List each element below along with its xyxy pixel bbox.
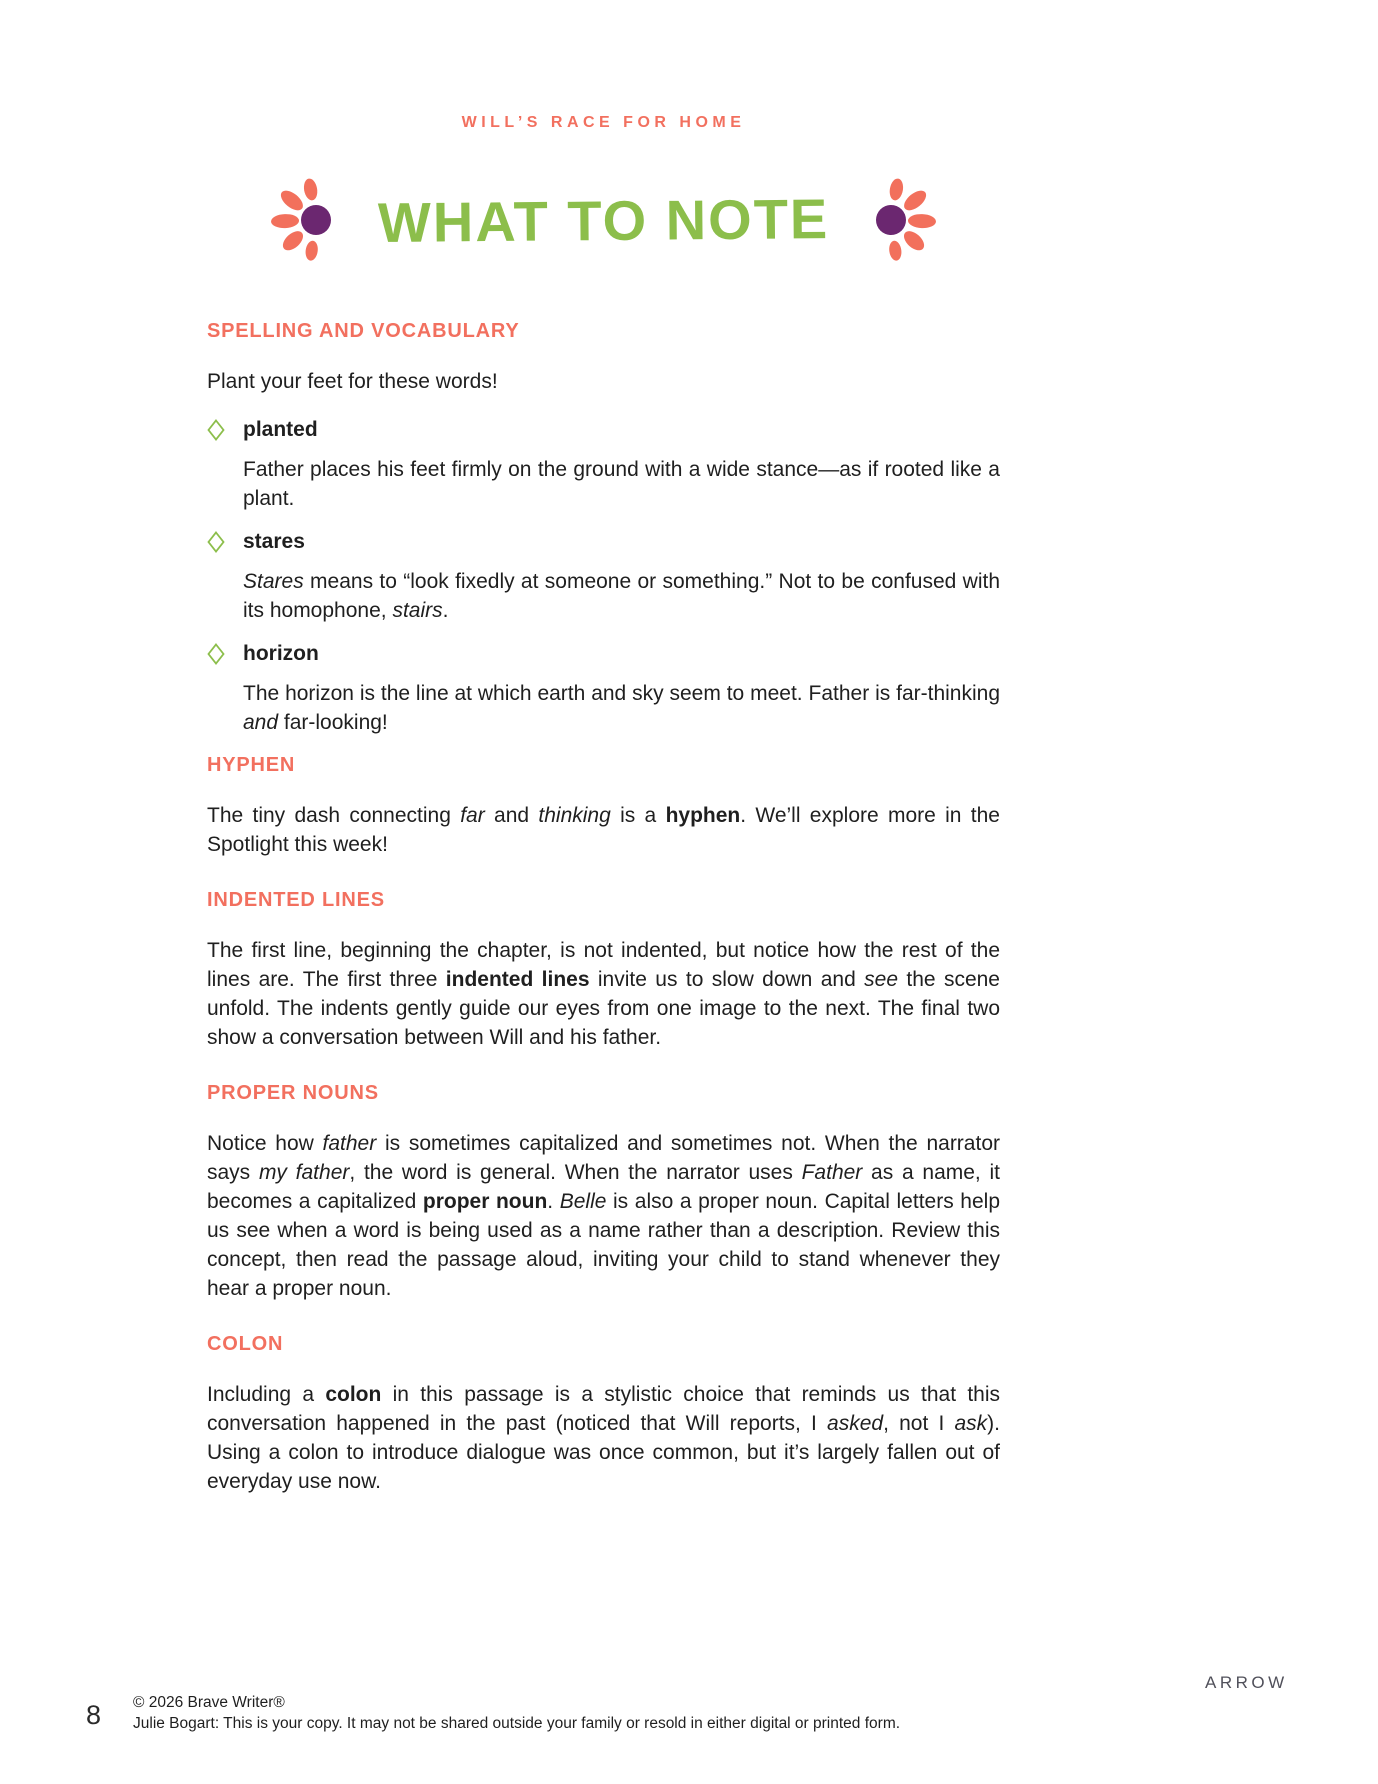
arrow-brand-label: ARROW [1205,1673,1288,1692]
indented-lines-paragraph: The first line, beginning the chapter, is not indented, but notice how the rest of the lines are. The first three indented lines invite us to slow down and see the scene unfold. The indents gently guide our eyes from one image to the next. The final two show a conversation between Will and his father. [207,939,1000,1049]
proper-nouns-paragraph: Notice how father is sometimes capitalized and sometimes not. When the narrator says my father, the word is general. When the narrator uses Father as a name, it becomes a capitalized proper noun. Belle is also a proper noun. Capital letters help us see when a word is being used as a name rather than a description. Review this concept, then read the passage aloud, inviting your child to stand whenever they hear a proper noun. [207,1132,1001,1300]
vocab-term: horizon [243,642,319,665]
content-column [207,320,1000,1526]
section-heading-spelling-and-vocabulary: SPELLING AND VOCABULARY [207,320,520,342]
vocab-term-row [207,642,1000,666]
section-heading-hyphen: HYPHEN [207,754,296,776]
flower-burst-left-icon [252,168,344,272]
vocab-item-horizon [207,642,1000,737]
section-heading-proper-nouns: PROPER NOUNS [207,1082,379,1104]
page-title: WHAT TO NOTE [377,186,830,254]
book-title: WILL’S RACE FOR HOME [461,114,746,131]
page-number: 8 [86,1700,102,1730]
page-title-row [207,168,1000,272]
section-heading-indented-lines: INDENTED LINES [207,889,385,911]
colon-paragraph: Including a colon in this passage is a stylistic choice that reminds us that this conversation happened in the past (noticed that Will reports, I asked, not I ask). Using a colon to introduce dialogue was once common, but it’s largely fallen out of everyday use now. [207,1383,1001,1493]
vocab-term: stares [243,530,305,553]
diamond-bullet-icon [207,531,225,553]
vocab-term: planted [243,418,318,441]
vocab-definition: Father places his feet firmly on the ground with a wide stance—as if rooted like a plant. [243,458,1000,510]
vocab-item-planted [207,418,1000,513]
vocab-definition: The horizon is the line at which earth and sky seem to meet. Father is far-thinking and far-looking! [243,682,1000,734]
copyright-line-1: © 2026 Brave Writer® [133,1694,285,1711]
vocab-intro-text: Plant your feet for these words! [207,370,498,393]
vocab-term-row [207,418,1000,442]
vocab-definition: Stares means to “look fixedly at someone or something.” Not to be confused with its homophone, stairs. [243,570,1000,622]
copyright-notice [133,1692,900,1734]
diamond-bullet-icon [207,419,225,441]
hyphen-paragraph: The tiny dash connecting far and thinking is a hyphen. We’ll explore more in the Spotlight this week! [207,804,1000,856]
flower-burst-right-icon [863,168,955,272]
section-heading-colon: COLON [207,1333,284,1355]
diamond-bullet-icon [207,643,225,665]
copyright-line-2: Julie Bogart: This is your copy. It may not be shared outside your family or resold in either digital or printed form. [133,1715,901,1732]
vocab-item-stares [207,530,1000,625]
vocab-term-row [207,530,1000,554]
